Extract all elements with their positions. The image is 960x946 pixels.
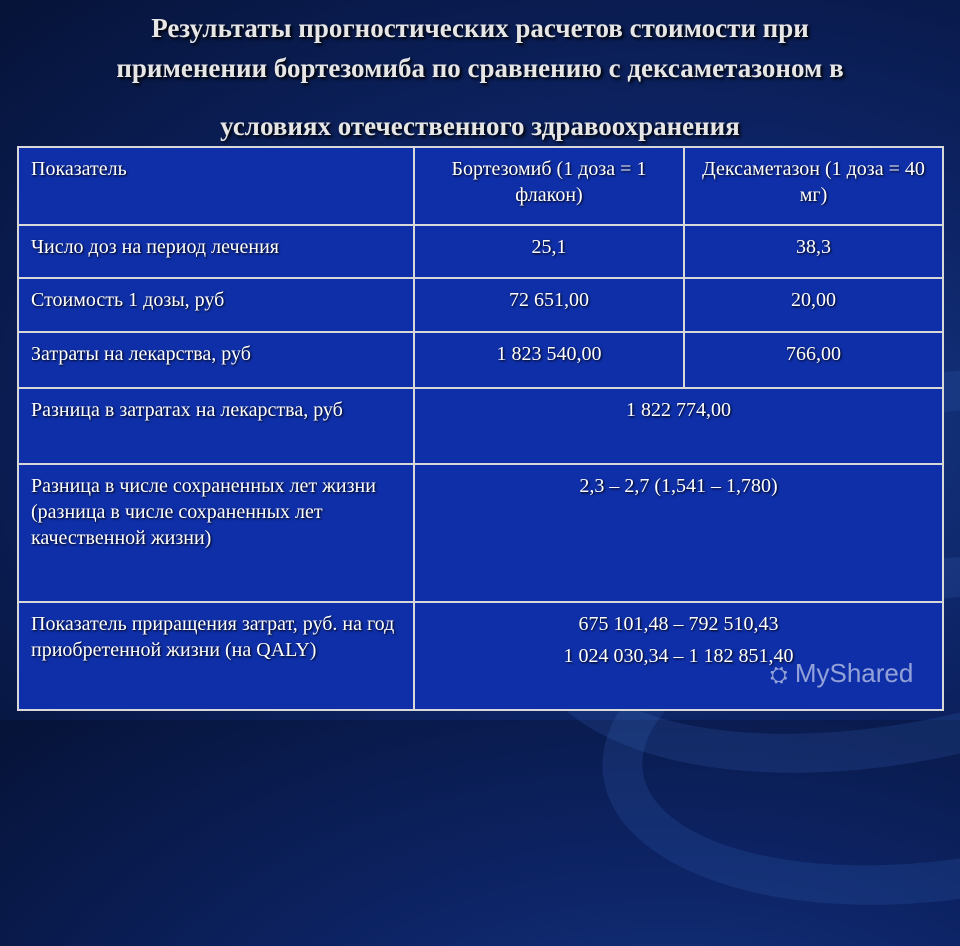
row-label: Показатель приращения затрат, руб. на год приобретенной жизни (на QALY) xyxy=(18,602,414,710)
dexamethasone-value: 20,00 xyxy=(684,278,943,332)
bortezomib-value: 72 651,00 xyxy=(414,278,684,332)
cost-difference-value: 1 822 774,00 xyxy=(414,388,943,464)
slideshow-icon: ⛭ xyxy=(770,662,788,687)
watermark-text: MyShared xyxy=(794,658,914,688)
header-indicator: Показатель xyxy=(18,147,414,225)
row-label: Разница в затратах на лекарства, руб xyxy=(18,388,414,464)
table-row xyxy=(18,464,943,602)
slide-title xyxy=(20,8,940,146)
table-row xyxy=(18,388,943,464)
bortezomib-value: 25,1 xyxy=(414,225,684,278)
header-dexamethasone: Дексаметазон (1 доза = 40 мг) xyxy=(684,147,943,225)
dexamethasone-value: 766,00 xyxy=(684,332,943,388)
table-header-row xyxy=(18,147,943,225)
row-label: Число доз на период лечения xyxy=(18,225,414,278)
table-row xyxy=(18,278,943,332)
row-label: Затраты на лекарства, руб xyxy=(18,332,414,388)
row-label: Разница в числе сохраненных лет жизни (разница в числе сохраненных лет качественной жизни) xyxy=(18,464,414,602)
table-row xyxy=(18,332,943,388)
icer-value xyxy=(414,602,943,710)
watermark-logo xyxy=(770,658,913,689)
icer-range-1: 675 101,48 – 792 510,43 xyxy=(578,613,779,635)
title-line-1: Результаты прогностических расчетов стоимости при xyxy=(151,13,809,43)
header-bortezomib: Бортезомиб (1 доза = 1 флакон) xyxy=(414,147,684,225)
icer-range-2: 1 024 030,34 – 1 182 851,40 xyxy=(563,645,794,667)
title-line-2: применении бортезомиба по сравнению с дексаметазоном в xyxy=(116,53,844,83)
results-table xyxy=(17,146,944,711)
table-row xyxy=(18,602,943,710)
life-years-difference-value: 2,3 – 2,7 (1,541 – 1,780) xyxy=(414,464,943,602)
row-label: Стоимость 1 дозы, руб xyxy=(18,278,414,332)
dexamethasone-value: 38,3 xyxy=(684,225,943,278)
table-row xyxy=(18,225,943,278)
bortezomib-value: 1 823 540,00 xyxy=(414,332,684,388)
title-line-3: условиях отечественного здравоохранения xyxy=(220,111,740,141)
